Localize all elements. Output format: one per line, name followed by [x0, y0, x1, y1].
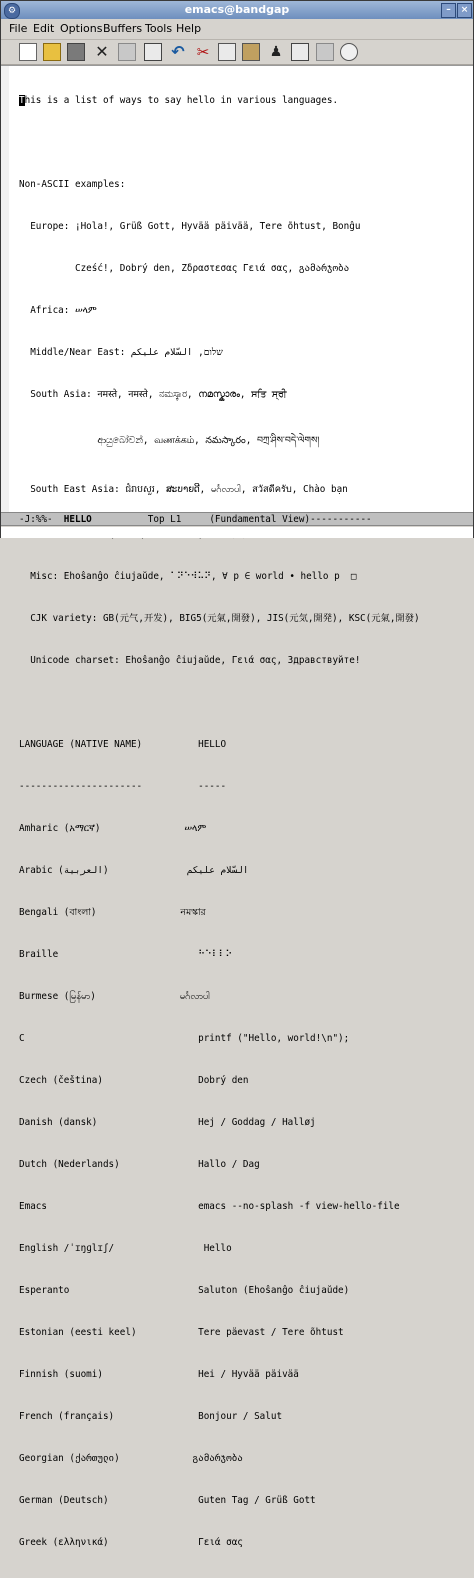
menu-file[interactable]: File	[9, 22, 28, 35]
print-icon[interactable]	[291, 43, 309, 61]
buffer-line: Arabic (العربية) السّلام عليكم	[19, 865, 249, 876]
search-icon[interactable]: ♟	[269, 44, 283, 60]
buffer-line: Emacs emacs --no-splash -f view-hello-file	[19, 1201, 400, 1212]
menu-help[interactable]: Help	[176, 22, 202, 35]
buffer-line: Dutch (Nederlands) Hallo / Dag	[19, 1159, 260, 1170]
buffer-line: LANGUAGE (NATIVE NAME) HELLO	[19, 739, 227, 750]
write-file-icon[interactable]	[144, 43, 162, 61]
open-folder-icon[interactable]	[43, 43, 61, 61]
tool-bar	[1, 40, 473, 65]
buffer-line: English /ˈɪŋɡlɪʃ/ Hello	[19, 1243, 232, 1254]
buffer-line: ---------------------- -----	[19, 781, 227, 792]
buffer-line	[19, 696, 473, 710]
buffer-line: German (Deutsch) Guten Tag / Grüß Gott	[19, 1495, 316, 1506]
buffer-line: Cześć!, Dobrý den, Ζδραστεσας Γειά σας, გამარჯობა	[19, 263, 350, 274]
text-cursor: T	[19, 95, 25, 106]
undo-icon[interactable]: ↶	[171, 42, 185, 61]
buffer-line: Bengali (বাংলা) নমস্কার	[19, 907, 206, 918]
save-icon[interactable]	[118, 43, 136, 61]
buffer-line: Finnish (suomi) Hei / Hyvää päivää	[19, 1369, 299, 1380]
modeline-position: Top L1	[91, 514, 210, 525]
buffer-line: Europe: ¡Hola!, Grüß Gott, Hyvää päivää, Tere õhtust, Bonĝu	[19, 221, 361, 232]
menu-bar	[1, 19, 473, 40]
window-title: emacs@bandgap	[184, 3, 290, 16]
minimize-icon[interactable]: –	[441, 3, 456, 18]
minibuffer[interactable]	[1, 527, 473, 538]
buffer-line: Esperanto Saluton (Ehoŝanĝo ĉiujaŭde)	[19, 1285, 350, 1296]
close-window-icon[interactable]: ×	[457, 3, 472, 18]
buffer-line: Unicode charset: Ehoŝanĝo ĉiujaŭde, Γειά σας, Здравствуйте!	[19, 655, 361, 666]
buffer-line: Middle/Near East: שלום, السّلام عليكم	[19, 347, 223, 358]
line-text: his is a list of ways to say hello in various languages.	[24, 95, 339, 106]
buffer-line	[19, 94, 473, 108]
buffer-line: South East Asia: ជំរាបសួរ, ສະບາຍດີ, မင်္ဂလာပါ, สวัสดีครับ, Chào bạn	[19, 484, 348, 495]
help-icon[interactable]	[340, 43, 358, 61]
buffer-line: Greek (ελληνικά) Γειά σας	[19, 1537, 243, 1548]
menu-buffers[interactable]: Buffers	[103, 22, 143, 35]
buffer-line: Braille ⠓⠑⠇⠇⠕	[19, 949, 233, 960]
buffer-line: Estonian (eesti keel) Tere päevast / Tere õhtust	[19, 1327, 344, 1338]
buffer-line: Amharic (አማርኛ) ሠላም	[19, 823, 207, 834]
close-buffer-icon[interactable]: ✕	[95, 42, 109, 61]
paste-icon[interactable]	[242, 43, 260, 61]
buffer-line: C printf ("Hello, world!\n");	[19, 1033, 350, 1044]
dired-icon[interactable]	[67, 43, 85, 61]
menu-options[interactable]: Options	[60, 22, 103, 35]
buffer-line: Danish (dansk) Hej / Goddag / Halløj	[19, 1117, 316, 1128]
buffer-line: Georgian (ქართული) გამარჯობა	[19, 1453, 243, 1464]
buffer-line: South Asia: नमस्ते, नमस्ते, ನಮಸ್ಕಾರ, നമസ്കാരം, ਸਤਿ ਸ੍ਰੀ	[19, 389, 287, 400]
buffer-line: Africa: ሠላም	[19, 305, 97, 316]
buffer-line: CJK variety: GB(元气,开发), BIG5(元氣,開發), JIS(元気,開発), KSC(元氣,開發)	[19, 613, 420, 624]
mode-line[interactable]	[1, 512, 473, 526]
cut-icon[interactable]: ✂	[196, 43, 210, 61]
window-menu-icon[interactable]: ⚙	[4, 3, 20, 19]
buffer-line: Misc: Ehoŝanĝo ĉiujaŭde, ⠁⠝⠑⠺⠥⠝, ∀ p ∈ world • hello p □	[19, 571, 357, 582]
modeline-suffix: -----------	[310, 514, 372, 525]
customize-icon[interactable]	[316, 43, 334, 61]
new-file-icon[interactable]	[19, 43, 37, 61]
modeline-prefix: -J:%%-	[19, 514, 64, 525]
copy-icon[interactable]	[218, 43, 236, 61]
buffer-text[interactable]	[19, 66, 473, 1578]
menu-edit[interactable]: Edit	[33, 22, 55, 35]
left-fringe	[1, 66, 9, 513]
buffer-line: French (français) Bonjour / Salut	[19, 1411, 283, 1422]
buffer-line: Non-ASCII examples:	[19, 179, 126, 190]
buffer-line: ආයුබෝවන්, வணக்கம், నమస్కారం, བཀྲ་ཤིས་བདེ་ལེགས།	[19, 435, 320, 446]
modeline-buffer-name[interactable]: HELLO	[63, 514, 92, 525]
modeline-mode[interactable]: (Fundamental View)	[209, 514, 311, 525]
buffer-line: Czech (čeština) Dobrý den	[19, 1075, 249, 1086]
buffer-line: Burmese (မြန်မာ) မင်္ဂလာပါ	[19, 991, 210, 1002]
title-bar[interactable]	[1, 1, 473, 19]
buffer-line	[19, 136, 473, 150]
menu-tools[interactable]: Tools	[145, 22, 173, 35]
